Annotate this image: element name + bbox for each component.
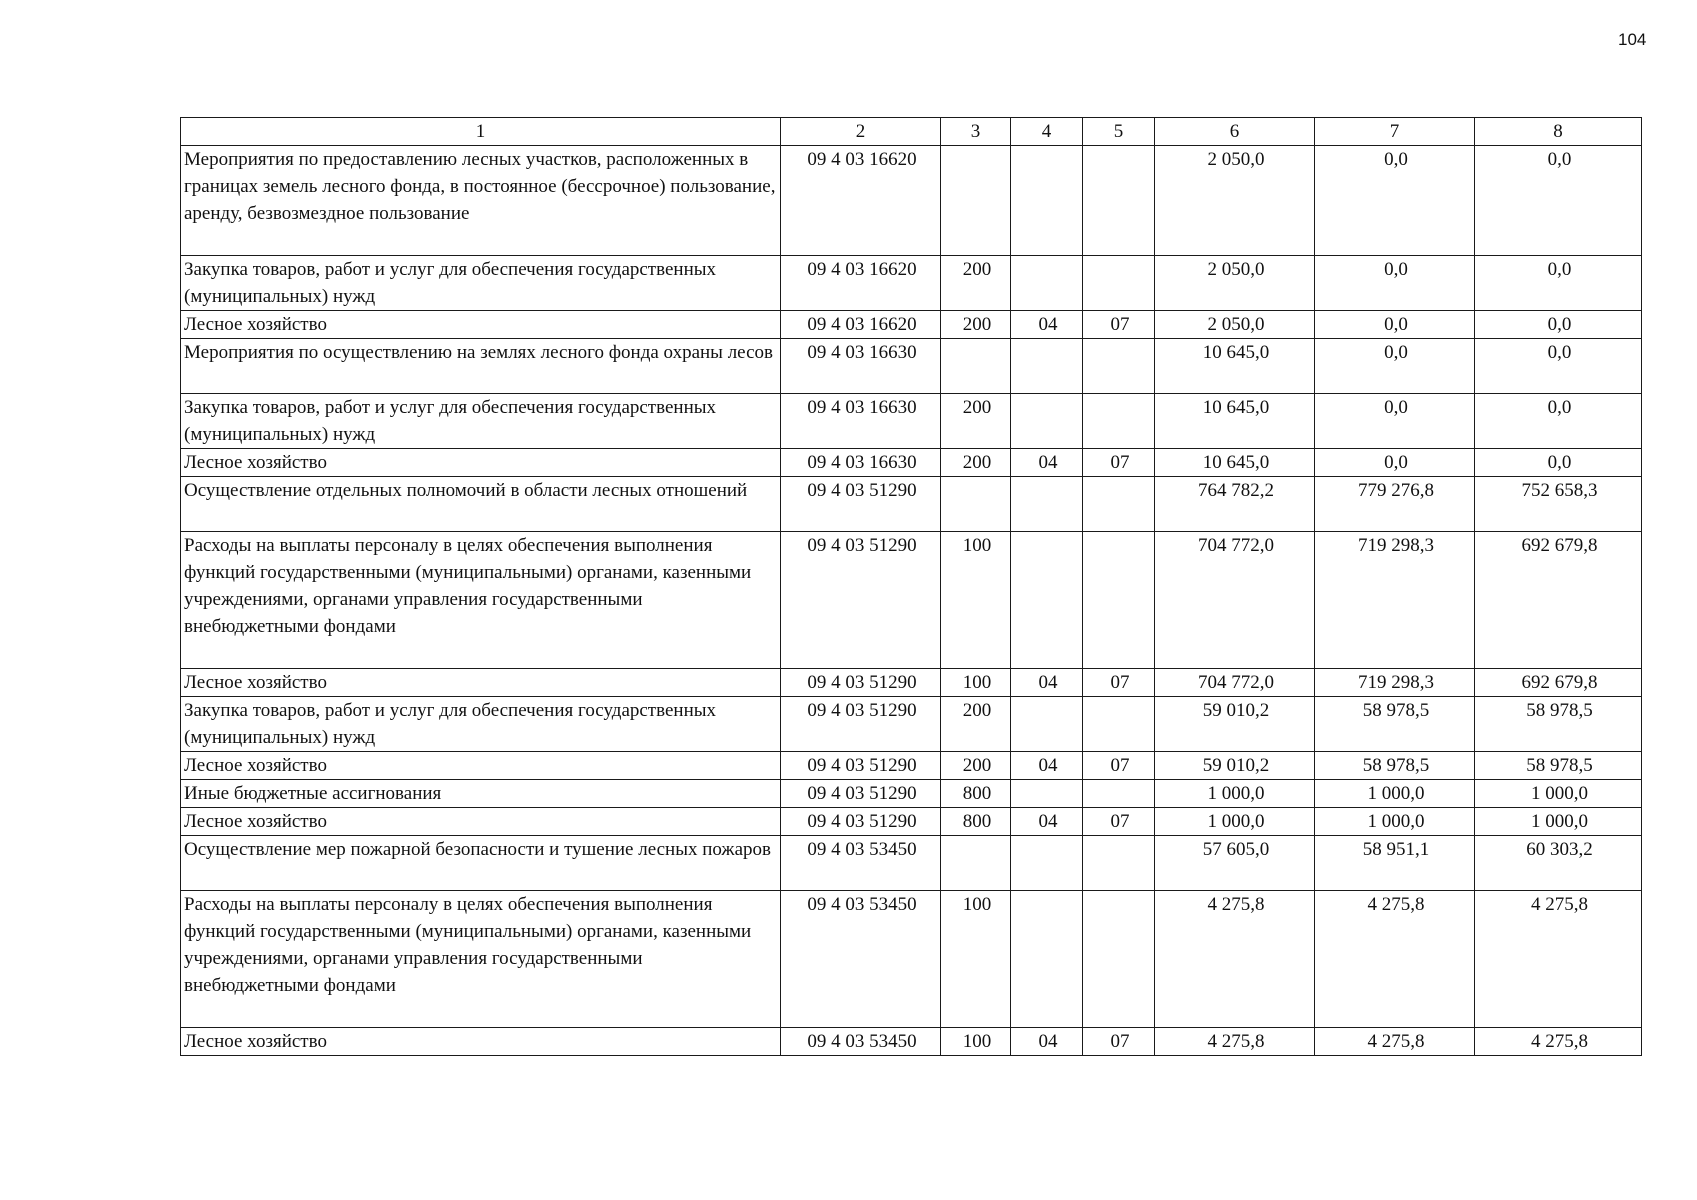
row-name: Мероприятия по осуществлению на землях лесного фонда охраны лесов xyxy=(181,339,781,394)
row-value-8: 58 978,5 xyxy=(1475,697,1642,752)
column-header: 1 xyxy=(181,118,781,146)
row-value-7: 4 275,8 xyxy=(1315,1028,1475,1056)
row-code: 09 4 03 51290 xyxy=(781,669,941,697)
row-value-6: 1 000,0 xyxy=(1155,780,1315,808)
row-value-6: 764 782,2 xyxy=(1155,477,1315,532)
budget-table xyxy=(180,117,1642,1056)
row-name: Лесное хозяйство xyxy=(181,311,781,339)
row-code: 09 4 03 51290 xyxy=(781,780,941,808)
row-col3: 100 xyxy=(941,1028,1011,1056)
table-row xyxy=(181,394,1642,449)
column-header: 4 xyxy=(1011,118,1083,146)
row-col4: 04 xyxy=(1011,311,1083,339)
row-name: Лесное хозяйство xyxy=(181,752,781,780)
table-row xyxy=(181,449,1642,477)
row-col4: 04 xyxy=(1011,808,1083,836)
row-col3: 100 xyxy=(941,669,1011,697)
row-value-7: 779 276,8 xyxy=(1315,477,1475,532)
row-value-6: 10 645,0 xyxy=(1155,449,1315,477)
row-value-7: 1 000,0 xyxy=(1315,808,1475,836)
row-value-8: 692 679,8 xyxy=(1475,669,1642,697)
row-code: 09 4 03 51290 xyxy=(781,808,941,836)
row-name: Иные бюджетные ассигнования xyxy=(181,780,781,808)
row-col3: 200 xyxy=(941,311,1011,339)
row-value-7: 719 298,3 xyxy=(1315,669,1475,697)
row-name: Мероприятия по предоставлению лесных участков, расположенных в границах земель лесного фонда, в постоянное (бессрочное) пользование, аренду, безвозмездное пользование xyxy=(181,146,781,256)
row-col5 xyxy=(1083,697,1155,752)
row-value-8: 1 000,0 xyxy=(1475,808,1642,836)
row-value-8: 60 303,2 xyxy=(1475,836,1642,891)
table-row xyxy=(181,311,1642,339)
row-col4 xyxy=(1011,891,1083,1028)
row-code: 09 4 03 16620 xyxy=(781,311,941,339)
row-code: 09 4 03 51290 xyxy=(781,477,941,532)
row-col5 xyxy=(1083,146,1155,256)
row-code: 09 4 03 53450 xyxy=(781,836,941,891)
row-code: 09 4 03 53450 xyxy=(781,891,941,1028)
row-name: Расходы на выплаты персоналу в целях обеспечения выполнения функций государственными (муниципальными) органами, казенными учреждениями, органами управления государственными внебюджетными фондами xyxy=(181,891,781,1028)
row-value-8: 0,0 xyxy=(1475,146,1642,256)
row-col3 xyxy=(941,477,1011,532)
row-col4 xyxy=(1011,532,1083,669)
column-header: 8 xyxy=(1475,118,1642,146)
row-col5 xyxy=(1083,780,1155,808)
row-value-6: 59 010,2 xyxy=(1155,697,1315,752)
row-col5: 07 xyxy=(1083,808,1155,836)
row-value-8: 0,0 xyxy=(1475,256,1642,311)
row-value-8: 4 275,8 xyxy=(1475,1028,1642,1056)
row-value-7: 719 298,3 xyxy=(1315,532,1475,669)
row-col4: 04 xyxy=(1011,752,1083,780)
row-value-6: 2 050,0 xyxy=(1155,146,1315,256)
row-value-8: 4 275,8 xyxy=(1475,891,1642,1028)
row-col4 xyxy=(1011,477,1083,532)
row-name: Закупка товаров, работ и услуг для обеспечения государственных (муниципальных) нужд xyxy=(181,256,781,311)
row-col4 xyxy=(1011,394,1083,449)
table-row xyxy=(181,697,1642,752)
row-value-7: 4 275,8 xyxy=(1315,891,1475,1028)
table-row xyxy=(181,669,1642,697)
row-col4 xyxy=(1011,256,1083,311)
row-col4: 04 xyxy=(1011,669,1083,697)
table-row xyxy=(181,780,1642,808)
row-col3 xyxy=(941,146,1011,256)
row-value-6: 2 050,0 xyxy=(1155,256,1315,311)
column-header: 2 xyxy=(781,118,941,146)
row-value-7: 58 978,5 xyxy=(1315,752,1475,780)
row-code: 09 4 03 16620 xyxy=(781,146,941,256)
row-col3: 200 xyxy=(941,394,1011,449)
row-col3: 800 xyxy=(941,780,1011,808)
row-code: 09 4 03 16630 xyxy=(781,339,941,394)
row-col3: 200 xyxy=(941,752,1011,780)
row-col5 xyxy=(1083,836,1155,891)
row-value-7: 58 951,1 xyxy=(1315,836,1475,891)
row-col3: 200 xyxy=(941,697,1011,752)
row-col4: 04 xyxy=(1011,449,1083,477)
row-code: 09 4 03 51290 xyxy=(781,532,941,669)
row-value-8: 692 679,8 xyxy=(1475,532,1642,669)
row-col5 xyxy=(1083,532,1155,669)
table-row xyxy=(181,836,1642,891)
table-row xyxy=(181,752,1642,780)
row-code: 09 4 03 53450 xyxy=(781,1028,941,1056)
row-col4 xyxy=(1011,339,1083,394)
row-value-6: 704 772,0 xyxy=(1155,532,1315,669)
row-value-7: 1 000,0 xyxy=(1315,780,1475,808)
row-col3: 100 xyxy=(941,891,1011,1028)
row-value-6: 10 645,0 xyxy=(1155,339,1315,394)
row-col3: 200 xyxy=(941,256,1011,311)
row-code: 09 4 03 51290 xyxy=(781,752,941,780)
column-header: 6 xyxy=(1155,118,1315,146)
row-name: Закупка товаров, работ и услуг для обеспечения государственных (муниципальных) нужд xyxy=(181,697,781,752)
row-value-6: 57 605,0 xyxy=(1155,836,1315,891)
table-row xyxy=(181,477,1642,532)
row-value-6: 59 010,2 xyxy=(1155,752,1315,780)
row-col4 xyxy=(1011,836,1083,891)
row-col5 xyxy=(1083,477,1155,532)
table-row xyxy=(181,891,1642,1028)
column-header: 7 xyxy=(1315,118,1475,146)
row-value-6: 704 772,0 xyxy=(1155,669,1315,697)
row-value-6: 4 275,8 xyxy=(1155,891,1315,1028)
row-value-8: 0,0 xyxy=(1475,311,1642,339)
column-header: 3 xyxy=(941,118,1011,146)
row-col5: 07 xyxy=(1083,669,1155,697)
row-value-8: 0,0 xyxy=(1475,394,1642,449)
row-col3: 200 xyxy=(941,449,1011,477)
row-col5: 07 xyxy=(1083,449,1155,477)
table-row xyxy=(181,1028,1642,1056)
row-code: 09 4 03 16630 xyxy=(781,449,941,477)
table-row xyxy=(181,808,1642,836)
row-code: 09 4 03 51290 xyxy=(781,697,941,752)
row-value-8: 1 000,0 xyxy=(1475,780,1642,808)
row-col4 xyxy=(1011,697,1083,752)
row-value-8: 0,0 xyxy=(1475,449,1642,477)
column-header: 5 xyxy=(1083,118,1155,146)
row-value-7: 0,0 xyxy=(1315,311,1475,339)
page-number: 104 xyxy=(1618,30,1647,49)
table-row xyxy=(181,256,1642,311)
row-value-6: 1 000,0 xyxy=(1155,808,1315,836)
row-col5: 07 xyxy=(1083,311,1155,339)
row-col3: 800 xyxy=(941,808,1011,836)
row-value-7: 0,0 xyxy=(1315,146,1475,256)
table-row xyxy=(181,532,1642,669)
row-value-7: 0,0 xyxy=(1315,449,1475,477)
row-col5 xyxy=(1083,339,1155,394)
row-col5 xyxy=(1083,394,1155,449)
table-row xyxy=(181,339,1642,394)
row-name: Осуществление отдельных полномочий в области лесных отношений xyxy=(181,477,781,532)
row-name: Лесное хозяйство xyxy=(181,449,781,477)
row-value-8: 58 978,5 xyxy=(1475,752,1642,780)
row-col5 xyxy=(1083,891,1155,1028)
row-value-8: 752 658,3 xyxy=(1475,477,1642,532)
row-col4 xyxy=(1011,780,1083,808)
row-col5: 07 xyxy=(1083,752,1155,780)
row-name: Лесное хозяйство xyxy=(181,669,781,697)
row-col3 xyxy=(941,836,1011,891)
row-value-6: 2 050,0 xyxy=(1155,311,1315,339)
row-name: Расходы на выплаты персоналу в целях обеспечения выполнения функций государственными (муниципальными) органами, казенными учреждениями, органами управления государственными внебюджетными фондами xyxy=(181,532,781,669)
row-code: 09 4 03 16620 xyxy=(781,256,941,311)
row-code: 09 4 03 16630 xyxy=(781,394,941,449)
row-name: Лесное хозяйство xyxy=(181,808,781,836)
row-col3 xyxy=(941,339,1011,394)
row-col4: 04 xyxy=(1011,1028,1083,1056)
row-name: Лесное хозяйство xyxy=(181,1028,781,1056)
row-name: Осуществление мер пожарной безопасности и тушение лесных пожаров xyxy=(181,836,781,891)
row-value-7: 0,0 xyxy=(1315,339,1475,394)
row-value-7: 0,0 xyxy=(1315,256,1475,311)
row-col5 xyxy=(1083,256,1155,311)
row-col5: 07 xyxy=(1083,1028,1155,1056)
row-value-6: 4 275,8 xyxy=(1155,1028,1315,1056)
row-name: Закупка товаров, работ и услуг для обеспечения государственных (муниципальных) нужд xyxy=(181,394,781,449)
row-value-7: 0,0 xyxy=(1315,394,1475,449)
row-value-8: 0,0 xyxy=(1475,339,1642,394)
row-col3: 100 xyxy=(941,532,1011,669)
row-value-6: 10 645,0 xyxy=(1155,394,1315,449)
row-col4 xyxy=(1011,146,1083,256)
row-value-7: 58 978,5 xyxy=(1315,697,1475,752)
header-row xyxy=(181,118,1642,146)
table-row xyxy=(181,146,1642,256)
